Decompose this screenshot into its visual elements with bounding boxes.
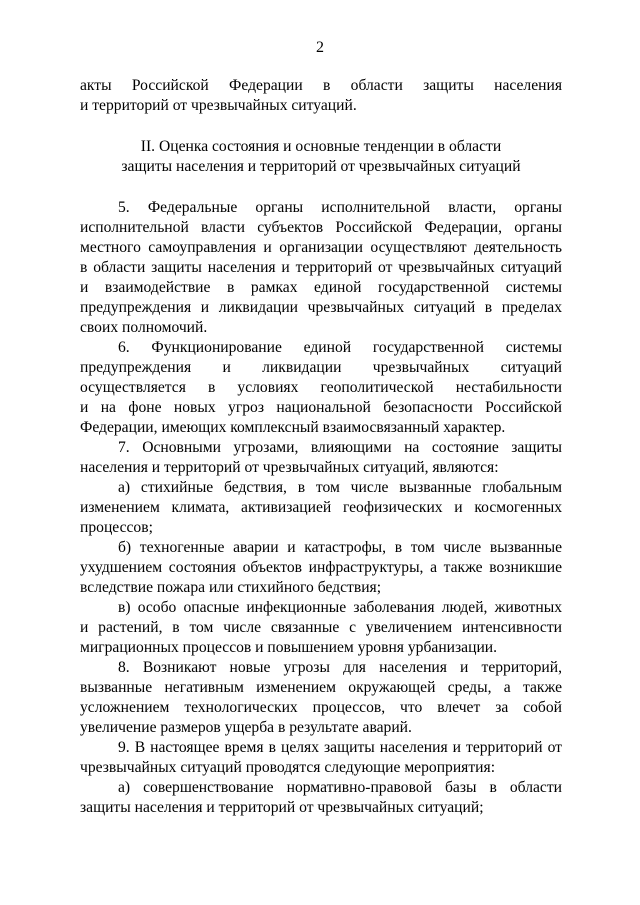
text-line: местного самоуправления и организации осуществляют деятельность bbox=[80, 239, 562, 256]
paragraph bbox=[80, 478, 562, 538]
document-body bbox=[80, 76, 562, 818]
text-line: 5. Федеральные органы исполнительной власти, органы bbox=[118, 199, 562, 216]
paragraph bbox=[80, 338, 562, 438]
text-line: ухудшением состояния объектов инфраструктуры, а также возникшие bbox=[80, 559, 562, 576]
paragraph bbox=[80, 438, 562, 478]
text-line: и на фоне новых угроз национальной безопасности Российской bbox=[80, 399, 562, 416]
text-line: б) техногенные аварии и катастрофы, в том числе вызванные bbox=[118, 539, 562, 556]
paragraph bbox=[80, 198, 562, 338]
text-line: а) совершенствование нормативно-правовой базы в области bbox=[118, 779, 562, 796]
text-line: населения и территорий от чрезвычайных ситуаций, являются: bbox=[80, 459, 499, 476]
text-line: Федерации, имеющих комплексный взаимосвязанный характер. bbox=[80, 419, 506, 436]
heading-line: II. Оценка состояния и основные тенденции в области bbox=[140, 138, 502, 155]
text-line: предупреждения и ликвидации чрезвычайных ситуаций в пределах bbox=[80, 299, 562, 316]
text-line: защиты населения и территорий от чрезвычайных ситуаций; bbox=[80, 799, 484, 816]
page-number: 2 bbox=[316, 39, 324, 56]
text-line: усложнением технологических процессов, что влечет за собой bbox=[80, 699, 562, 716]
text-line: и взаимодействие в рамках единой государственной системы bbox=[80, 279, 562, 296]
text-line: и растений, в том числе связанные с увеличением интенсивности bbox=[80, 619, 562, 636]
text-line: предупреждения и ликвидации чрезвычайных ситуаций bbox=[80, 359, 562, 376]
paragraph bbox=[80, 76, 562, 116]
text-line: процессов; bbox=[80, 519, 153, 536]
text-line: 7. Основными угрозами, влияющими на состояние защиты bbox=[118, 439, 562, 456]
text-line: вызванные негативным изменением окружающей среды, а также bbox=[80, 679, 562, 696]
section-heading bbox=[80, 137, 562, 177]
heading-line: защиты населения и территорий от чрезвычайных ситуаций bbox=[121, 158, 521, 175]
text-line: вследствие пожара или стихийного бедствия; bbox=[80, 579, 382, 596]
text-line: акты Российской Федерации в области защиты населения bbox=[80, 77, 562, 94]
text-line: исполнительной власти субъектов Российской Федерации, органы bbox=[80, 219, 562, 236]
text-line: в) особо опасные инфекционные заболевания людей, животных bbox=[118, 599, 562, 616]
paragraph bbox=[80, 658, 562, 738]
paragraph bbox=[80, 778, 562, 818]
text-line: увеличение размеров ущерба в результате аварий. bbox=[80, 719, 412, 736]
text-line: а) стихийные бедствия, в том числе вызванные глобальным bbox=[118, 479, 562, 496]
paragraph bbox=[80, 538, 562, 598]
paragraph bbox=[80, 598, 562, 658]
text-line: своих полномочий. bbox=[80, 319, 208, 336]
paragraph bbox=[80, 738, 562, 778]
text-line: 6. Функционирование единой государственной системы bbox=[118, 339, 562, 356]
text-line: в области защиты населения и территорий от чрезвычайных ситуаций bbox=[80, 259, 562, 276]
text-line: осуществляется в условиях геополитической нестабильности bbox=[80, 379, 562, 396]
text-line: чрезвычайных ситуаций проводятся следующие мероприятия: bbox=[80, 759, 496, 776]
text-line: и территорий от чрезвычайных ситуаций. bbox=[80, 97, 357, 114]
text-line: 8. Возникают новые угрозы для населения и территорий, bbox=[118, 659, 562, 676]
text-line: 9. В настоящее время в целях защиты населения и территорий от bbox=[118, 739, 562, 756]
text-line: изменением климата, активизацией геофизических и космогенных bbox=[80, 499, 562, 516]
text-line: миграционных процессов и повышением уровня урбанизации. bbox=[80, 639, 498, 656]
